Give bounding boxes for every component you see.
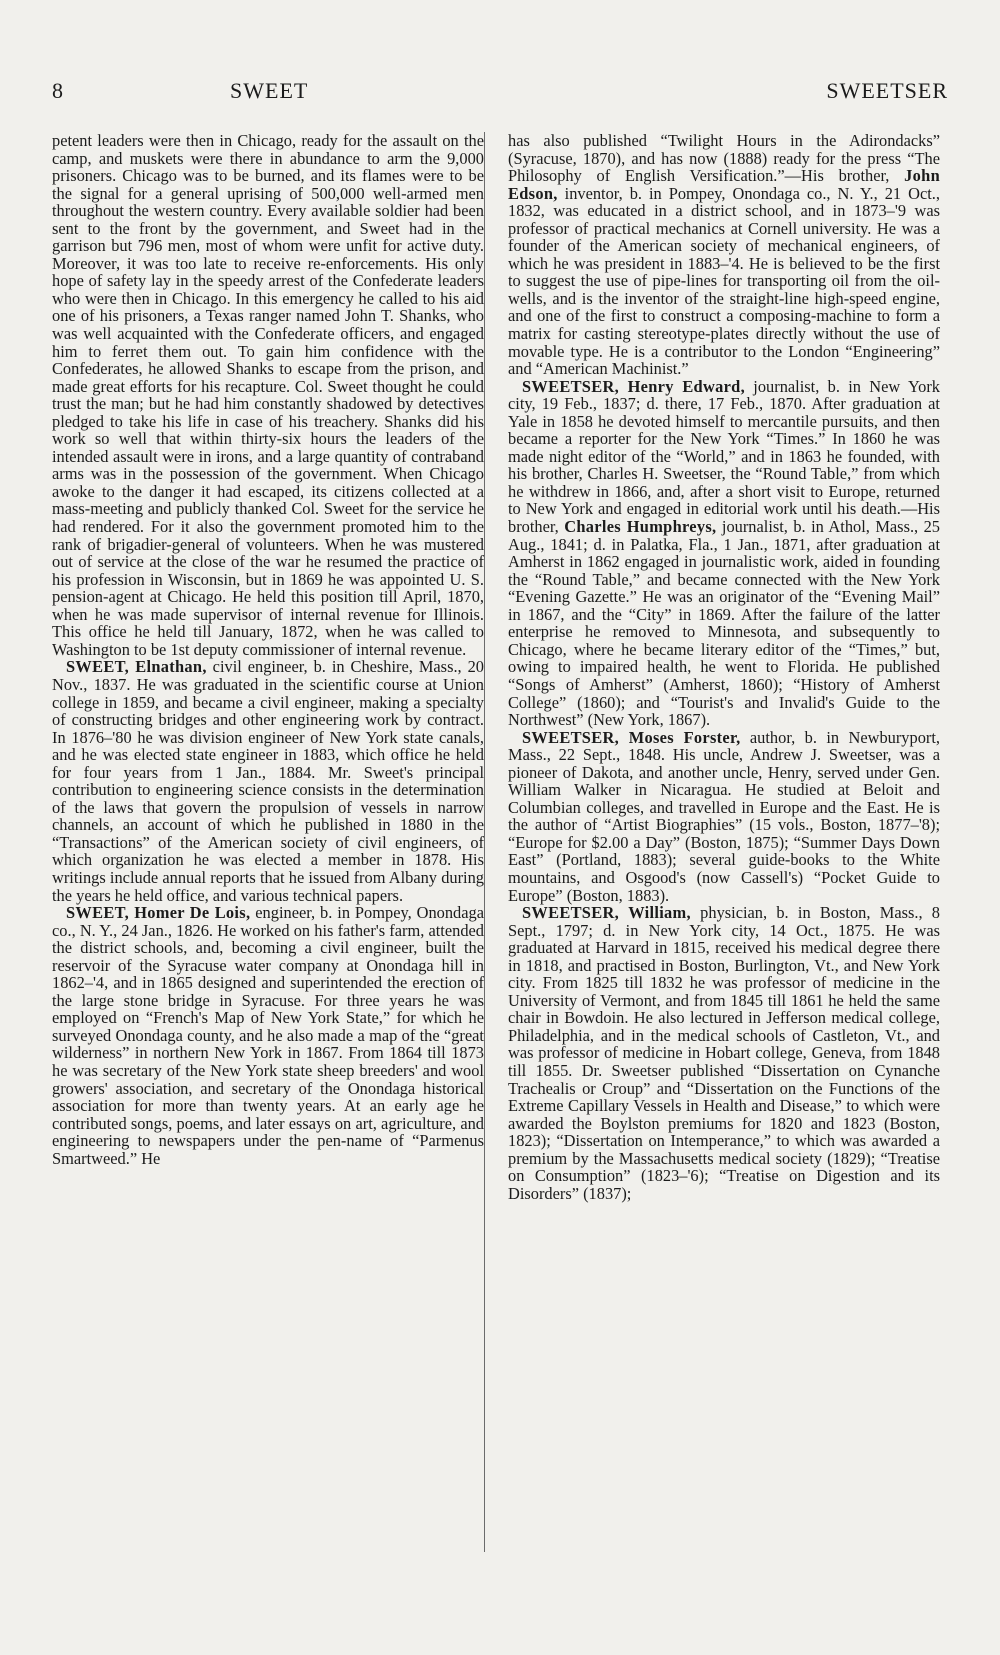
entry-sweetser-henry: SWEETSER, Henry Edward, journalist, b. in New York city, 19 Feb., 1837; d. there, 17 Feb., 1870. After graduation at Yale in 1858 he devoted himself to mercantile pursuits, and then became a reporter for the New York “Times.” In 1860 he was made night editor of the “World,” and in 1863 he founded, with his brother, Charles H. Sweetser, the “Round Table,” from which he withdrew in 1866, and, after a short visit to Europe, returned to New York and engaged in editorial work until his death.—His brother, Charles Humphreys, journalist, b. in Athol, Mass., 25 Aug., 1841; d. in Palatka, Fla., 1 Jan., 1871, after graduation at Amherst in 1862 engaged in journalistic work, aided in founding the “Round Table,” and became connected with the New York “Evening Gazette.” He was an originator of the “Evening Mail” in 1867, and the “City” in 1869. After the failure of the latter enterprise he removed to Minnesota, and subsequently to Chicago, where he became literary editor of the “Times,” but, owing to impaired health, he went to Florida. He published “Songs of Amherst” (Amherst, 1860); “History of Amherst College” (1860); and “Tourist's and Invalid's Guide to the Northwest” (New York, 1867).: [508, 376, 940, 730]
left-column: [52, 132, 484, 1167]
continuation-paragraph: petent leaders were then in Chicago, ready for the assault on the camp, and muskets were there in abundance to arm the 9,000 prisoners. Chicago was to be burned, and its flames were to be the signal for a general uprising of 500,000 well-armed men throughout the western country. Every available soldier had been sent to the front by the government, and Sweet had in the garrison but 796 men, most of whom were unfit for active duty. Moreover, it was too late to receive re-enforcements. His only hope of safety lay in the speedy arrest of the Confederate leaders who were then in Chicago. In this emergency he called to his aid one of his prisoners, a Texas ranger named John T. Shanks, who was well acquainted with the Confederate officers, and engaged him to ferret them out. To gain him confidence with the Confederates, he allowed Shanks to escape from the prison, and made great efforts for his recapture. Col. Sweet thought he could trust the man; but he had him constantly shadowed by detectives pledged to take his life in case of his treachery. Shanks did his work so well that within thirty-six hours the leaders of the intended assault were in irons, and a large quantity of contraband arms was in the possession of the government. When Chicago awoke to the danger it had escaped, its citizens collected at a mass-meeting and publicly thanked Col. Sweet for the service he had rendered. For it also the government promoted him to the rank of brigadier-general of volunteers. When he was mustered out of service at the close of the war he resumed the practice of his profession in Wisconsin, but in 1869 he was appointed U. S. pension-agent at Chicago. He held this position till April, 1870, when he was made supervisor of internal revenue for Illinois. This office he held till January, 1872, when he was called to Washington to be 1st deputy commissioner of internal revenue.: [52, 131, 484, 659]
entry-heading: SWEETSER, Henry Edward,: [522, 376, 745, 396]
entry-text: physician, b. in Boston, Mass., 8 Sept., 1797; d. in New York city, 14 Oct., 1875. He was graduated at Harvard in 1815, received his medical degree there in 1818, and practised in Boston, Burlington, Vt., and New York city. From 1825 till 1832 he was professor of medicine in the University of Vermont, and from 1845 till 1861 he held the same chair in Bowdoin. He also lectured in Jefferson medical college, Philadelphia, and in the medical schools of Castleton, Vt., and was professor of medicine in Hobart college, Geneva, from 1848 till 1855. Dr. Sweetser published “Dissertation on Cynanche Trachealis or Croup” and “Dissertation on the Functions of the Extreme Capillary Vessels in Health and Disease,” to which were awarded the Boylston premiums for 1820 and 1823 (Boston, 1823); “Dissertation on Intemperance,” to which was awarded a premium by the Massachusetts medical society (1829); “Treatise on Consumption” (1823–'6); “Treatise on Digestion and its Disorders” (1837);: [508, 903, 941, 1203]
continuation-paragraph: has also published “Twilight Hours in the Adirondacks” (Syracuse, 1870), and has now (1888) ready for the press “The Philosophy of English Versification.”—His brother, John Edson, inventor, b. in Pompey, Onondaga co., N. Y., 21 Oct., 1832, was educated in a district school, and in 1873–'9 was professor of practical mechanics at Cornell university. He was a founder of the American society of mechanical engineers, of which he was president in 1883–'4. He is believed to be the first to suggest the use of pipe-lines for transporting oil from the oil-wells, and is the inventor of the straight-line high-speed engine, and one of the first to construct a composing-machine to form a matrix for casting stereotype-plates directly without the use of movable type. He is a contributor to the London “Engineering” and “American Machinist.”: [508, 131, 940, 379]
page-number: 8: [52, 78, 64, 103]
entry-heading: SWEETSER, Moses Forster,: [522, 727, 741, 747]
entry-heading: SWEET, Homer De Lois,: [66, 903, 251, 923]
entry-text: journalist, b. in New York city, 19 Feb., 1837; d. there, 17 Feb., 1870. After graduation at Yale in 1858 he devoted himself to mercantile pursuits, and then became a reporter for the New York “Times.” In 1860 he was made night editor of the “World,” and in 1863 he founded, with his brother, Charles H. Sweetser, the “Round Table,” from which he withdrew in 1866, and, after a short visit to Europe, returned to New York and engaged in editorial work until his death.—His brother,: [508, 376, 940, 537]
left-running-head: SWEET: [230, 78, 309, 103]
right-running-head: SWEETSER: [826, 78, 948, 103]
entry-heading: SWEETSER, William,: [522, 903, 691, 923]
right-column: [508, 132, 940, 1202]
column-divider: [484, 132, 485, 1552]
inline-name: John Edson,: [508, 166, 940, 203]
entry-heading: SWEET, Elnathan,: [66, 657, 207, 677]
entry-text: civil engineer, b. in Cheshire, Mass., 20 Nov., 1837. He was graduated in the scientific course at Union college in 1859, and became a civil engineer, making a specialty of constructing bridges and other engineering work by contract. In 1876–'80 he was division engineer of New York state canals, and he was elected state engineer in 1883, which office he held for four years from 1 Jan., 1884. Mr. Sweet's principal contribution to engineering science consists in the determination of the laws that govern the propulsion of vessels in narrow channels, an account of which he published in 1880 in the “Transactions” of the American society of civil engineers, of which organization he was elected a member in 1878. His writings include annual reports that he issued from Albany during the years he held office, and various technical papers.: [52, 657, 484, 905]
entry-text: author, b. in Newburyport, Mass., 22 Sept., 1848. His uncle, Andrew J. Sweetser, was a pioneer of Dakota, and another uncle, Henry, served under Gen. William Walker in Nicaragua. He studied at Beloit and Columbian colleges, and travelled in Europe and the East. He is the author of “Artist Biographies” (15 vols., Boston, 1877–'8); “Europe for $2.00 a Day” (Boston, 1875); “Summer Days Down East” (Portland, 1883); several guide-books to the White mountains, and Osgood's (now Cassell's) “Pocket Guide to Europe” (Boston, 1883).: [508, 727, 940, 905]
running-header: [52, 78, 948, 108]
entry-sweetser-moses: [508, 729, 940, 904]
entry-sweet-homer: [52, 904, 484, 1167]
entry-sweet-elnathan: [52, 658, 484, 904]
inline-name: Charles Humphreys,: [564, 517, 717, 537]
entry-text: engineer, b. in Pompey, Onondaga co., N. Y., 24 Jan., 1826. He worked on his father's farm, attended the district schools, and, becoming a civil engineer, built the reservoir of the Syracuse water company at Onondaga hill in 1862–'4, and in 1865 designed and superintended the erection of the large stone bridge in Syracuse. For three years he was employed on “French's Map of New York State,” for which he surveyed Onondaga county, and he also made a map of the “great wilderness” in northern New York in 1867. From 1864 till 1873 he was secretary of the New York state sheep breeders' and wool growers' association, and secretary of the Onondaga historical association for more than twenty years. At an early age he contributed songs, poems, and later essays on art, agriculture, and engineering to newspapers under the pen-name of “Parmenus Smartweed.” He: [52, 903, 484, 1168]
entry-sweetser-william: [508, 904, 940, 1202]
